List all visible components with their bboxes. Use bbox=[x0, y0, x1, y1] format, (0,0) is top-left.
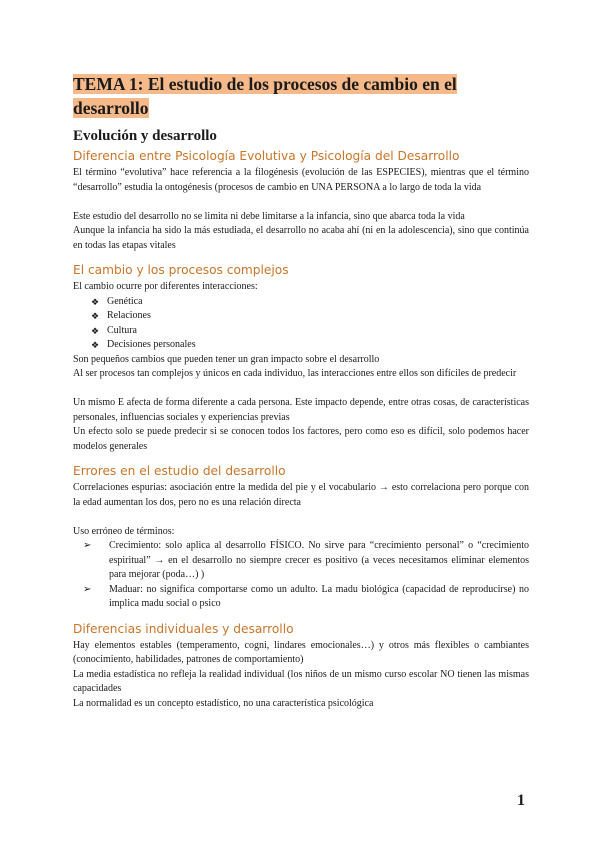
list-item: ❖ Genética bbox=[91, 295, 529, 310]
paragraph: Correlaciones espurias: asociación entre la medida del pie y el vocabulario → esto correlaciona pero porque con la edad aumentan los dos, pero no es una relación directa bbox=[73, 482, 529, 508]
page-title-text: TEMA 1: El estudio de los procesos de cambio en el desarrollo bbox=[73, 74, 457, 118]
paragraph: Uso erróneo de términos: bbox=[73, 525, 175, 537]
paragraph: Un mismo E afecta de forma diferente a cada persona. Este impacto depende, entre otras cosas, de características personales, influencias sociales y experiencias previas bbox=[73, 397, 529, 423]
paragraph: El cambio ocurre por diferentes interacciones: bbox=[73, 281, 258, 292]
subheading-errores: Errores en el estudio del desarrollo bbox=[73, 464, 286, 478]
document-page bbox=[73, 72, 529, 711]
page-number: 1 bbox=[517, 792, 525, 809]
list-item: ❖ Relaciones bbox=[91, 309, 529, 324]
list-item: ❖ Cultura bbox=[91, 324, 529, 339]
diamond-bullet-icon: ❖ bbox=[91, 296, 100, 307]
paragraph: La media estadística no refleja la realidad individual (los niños de un mismo curso escolar NO tienen las mismas capacidades bbox=[73, 668, 529, 694]
diamond-bullet-icon: ❖ bbox=[91, 311, 100, 321]
paragraph: Son pequeños cambios que pueden tener un gran impacto sobre el desarrollo bbox=[73, 353, 380, 365]
list-item: ➢ Maduar: no significa comportarse como un adulto. La madu biológica (capacidad de reproducirse) no implica madu social o psico bbox=[83, 583, 529, 609]
paragraph: Aunque la infancia ha sido la más estudiada, el desarrollo no acaba ahí (ni en la adolescencia), sino que continúa en todas las etapas vitales bbox=[73, 225, 529, 251]
section-heading: Evolución y desarrollo bbox=[73, 128, 217, 144]
paragraph: La normalidad es un concepto estadístico, no una característica psicológica bbox=[73, 697, 374, 709]
subheading-diferencias: Diferencias individuales y desarrollo bbox=[73, 621, 294, 636]
subheading-diferencia: Diferencia entre Psicología Evolutiva y Psicología del Desarrollo bbox=[73, 149, 460, 163]
diamond-bullet-icon: ❖ bbox=[91, 325, 100, 336]
arrow-bullet-icon: ➢ bbox=[83, 540, 92, 551]
paragraph: Este estudio del desarrollo no se limita ni debe limitarse a la infancia, sino que abarca toda la vida bbox=[73, 210, 465, 222]
paragraph: Al ser procesos tan complejos y únicos en cada individuo, las interacciones entre ellos son difíciles de predecir bbox=[73, 368, 517, 379]
subheading-cambio: El cambio y los procesos complejos bbox=[73, 263, 289, 277]
page-title bbox=[73, 72, 529, 120]
paragraph: Hay elementos estables (temperamento, cogni, lindares emocionales…) y otros más flexibles o cambiantes (conocimiento, habilidades, patrones de comportamiento) bbox=[73, 639, 529, 665]
list-item: ❖ Decisiones personales bbox=[91, 338, 529, 353]
interaction-list bbox=[73, 295, 529, 353]
paragraph: Un efecto solo se puede predecir si se conocen todos los factores, pero como eso es difícil, solo podemos hacer modelos generales bbox=[73, 426, 529, 452]
terms-list bbox=[73, 539, 529, 612]
list-item: ➢ Crecimiento: solo aplica al desarrollo FÍSICO. No sirve para “crecimiento personal” o “crecimiento espiritual” → en el desarrollo no siempre crecer es positivo (a veces necesitamos eliminar elementos para mejorar (poda…) ) bbox=[83, 540, 529, 580]
paragraph: El término “evolutiva” hace referencia a la filogénesis (evolución de las ESPECIES), mientras que el término “desarrollo” estudia la ontogénesis (procesos de cambio en UNA PERSONA a lo largo de toda la vida bbox=[73, 167, 529, 193]
arrow-bullet-icon: ➢ bbox=[83, 583, 92, 595]
diamond-bullet-icon: ❖ bbox=[91, 340, 100, 350]
